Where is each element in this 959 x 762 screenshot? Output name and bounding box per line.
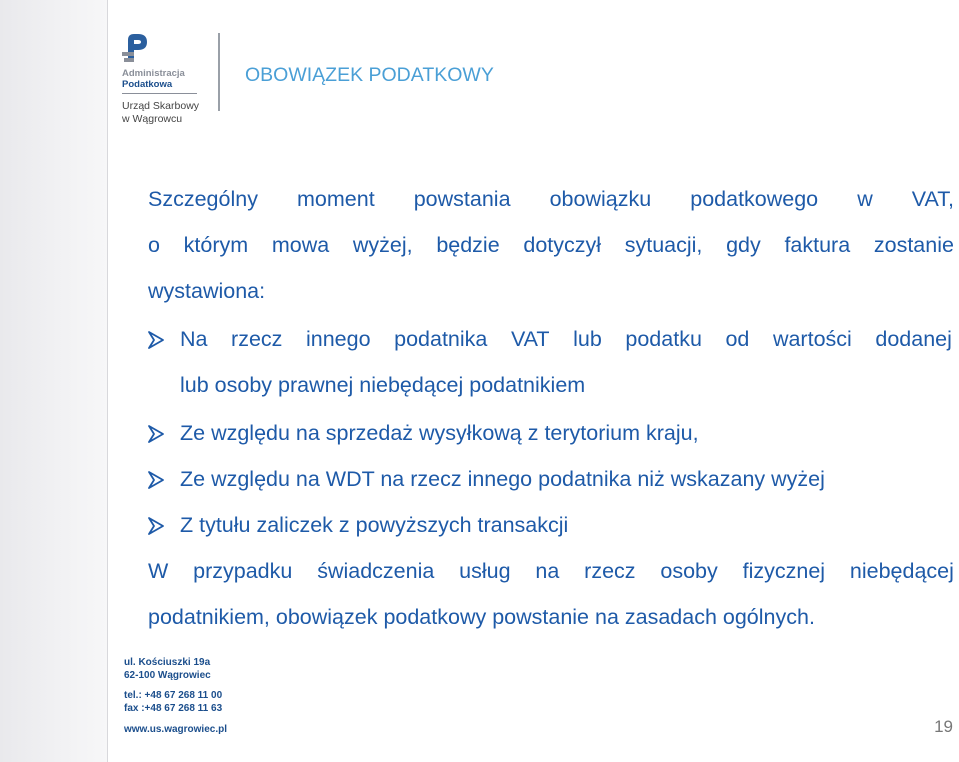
intro-word: powstania [413, 187, 511, 211]
page-number: 19 [934, 717, 953, 736]
intro-word: faktura [784, 233, 851, 257]
bullet-3-text: Ze względu na WDT na rzecz innego podatnika niż wskazany wyżej [180, 467, 825, 491]
outro-word: W [148, 559, 169, 583]
arrow-bullet-icon [146, 424, 166, 444]
outro-word: przypadku [193, 559, 293, 583]
bullet-word: Na [180, 327, 208, 351]
intro-word: w [857, 187, 873, 211]
intro-line-1 [148, 187, 954, 212]
intro-word: dotyczył [523, 233, 602, 257]
intro-word: podatkowego [690, 187, 819, 211]
sidebar [0, 0, 108, 762]
bullet-1-line-1 [180, 327, 952, 352]
footer-tel: tel.: +48 67 268 11 00 [124, 690, 223, 701]
footer-fax: fax :+48 67 268 11 63 [124, 703, 223, 714]
footer-website-link[interactable]: www.us.wagrowiec.pl [124, 724, 227, 735]
arrow-bullet-icon [146, 470, 166, 490]
footer-street: ul. Kościuszki 19a [124, 657, 211, 668]
bullet-word: wartości [772, 327, 852, 351]
footer-city: 62-100 Wągrowiec [124, 670, 211, 681]
outro-word: rzecz [584, 559, 636, 583]
arrow-bullet-icon [146, 516, 166, 536]
logo-rule [122, 93, 197, 94]
outro-word: fizycznej [742, 559, 826, 583]
outro-line-1 [148, 559, 954, 584]
arrow-bullet-icon [146, 330, 166, 350]
intro-word: wyżej, [352, 233, 413, 257]
bullet-word: rzecz [231, 327, 283, 351]
outro-word: świadczenia [317, 559, 435, 583]
bullet-item-1 [148, 327, 952, 352]
intro-word: będzie [436, 233, 500, 257]
sidebar-divider [107, 0, 108, 762]
intro-line-3: wystawiona: [148, 279, 266, 303]
bullet-word: podatku [625, 327, 702, 351]
intro-word: gdy [726, 233, 761, 257]
logo-text-podatkowa: Podatkowa [122, 79, 173, 90]
bullet-word: innego [305, 327, 371, 351]
intro-word: VAT, [911, 187, 954, 211]
bullet-word: dodanej [875, 327, 952, 351]
bullet-word: lub [573, 327, 602, 351]
logo-text-office: Urząd Skarbowy [122, 100, 200, 112]
page-title: OBOWIĄZEK PODATKOWY [245, 64, 494, 86]
intro-word: zostanie [873, 233, 954, 257]
administracja-podatkowa-logo-icon [122, 32, 152, 64]
outro-line-2: podatnikiem, obowiązek podatkowy powstanie na zasadach ogólnych. [148, 605, 815, 629]
bullet-word: od [725, 327, 750, 351]
outro-word: na [535, 559, 560, 583]
logo-text-city: w Wągrowcu [122, 113, 183, 125]
bullet-2-text: Ze względu na sprzedaż wysyłkową z terytorium kraju, [180, 421, 699, 445]
bullet-item-2 [148, 421, 699, 446]
intro-line-2 [148, 233, 954, 258]
bullet-4-text: Z tytułu zaliczek z powyższych transakcji [180, 513, 569, 537]
intro-word: Szczególny [148, 187, 258, 211]
intro-word: o [148, 233, 160, 257]
bullet-1-line-2: lub osoby prawnej niebędącej podatnikiem [180, 373, 586, 397]
logo-text-administracja: Administracja [122, 68, 185, 79]
intro-word: którym [183, 233, 249, 257]
bullet-item-4 [148, 513, 568, 538]
header-divider [218, 33, 220, 111]
intro-word: obowiązku [549, 187, 652, 211]
outro-word: osoby [660, 559, 718, 583]
outro-word: niebędącej [849, 559, 954, 583]
bullet-item-3 [148, 467, 825, 492]
outro-word: usług [459, 559, 511, 583]
intro-word: sytuacji, [624, 233, 703, 257]
intro-word: mowa [271, 233, 330, 257]
bullet-word: podatnika [394, 327, 488, 351]
bullet-word: VAT [510, 327, 550, 351]
intro-word: moment [297, 187, 375, 211]
